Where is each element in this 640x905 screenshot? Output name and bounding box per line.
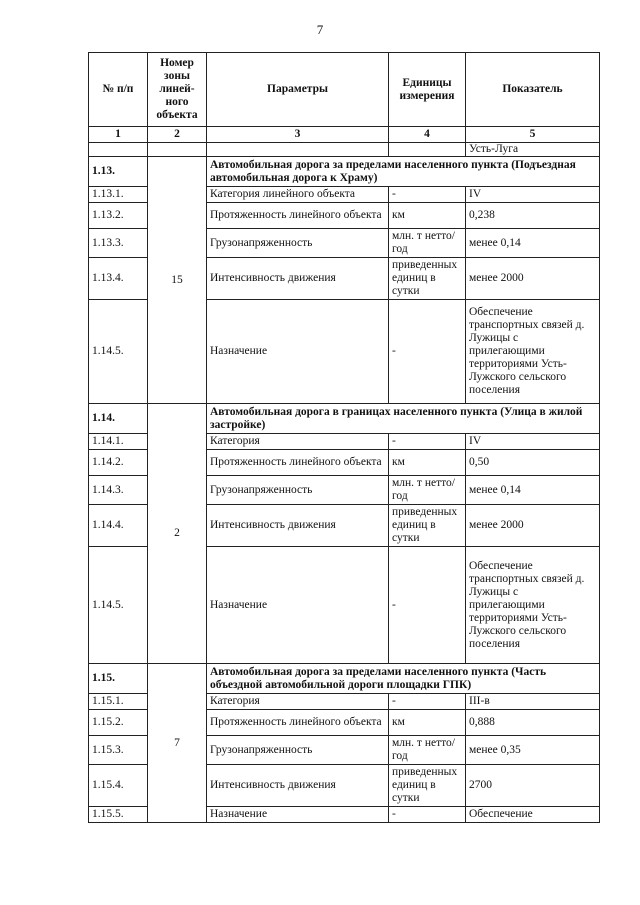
header-row [89,53,600,127]
section-code: 1.14. [89,404,148,434]
row-unit: - [389,694,466,710]
row-unit: млн. т нетто/год [389,736,466,765]
column-number: 1 [89,127,148,143]
row-unit: приведенных единиц в сутки [389,258,466,300]
row-parameter: Грузонапряженность [207,476,389,505]
row-parameter: Грузонапряженность [207,736,389,765]
section-header-row [89,404,600,434]
row-value: Обеспечение [466,807,600,823]
column-number: 3 [207,127,389,143]
row-number: 1.13.3. [89,229,148,258]
row-value: Обеспечение транспортных связей д. Лужицы с прилегающими территориями Усть-Лужского сельского поселения [466,300,600,404]
section-header-row [89,664,600,694]
row-value: менее 0,14 [466,476,600,505]
zone-number: 15 [148,157,207,404]
row-parameter: Интенсивность движения [207,258,389,300]
row-unit: млн. т нетто/год [389,229,466,258]
row-parameter: Категория [207,434,389,450]
page-number: 7 [316,22,324,37]
zone-number: 7 [148,664,207,823]
row-value: менее 0,35 [466,736,600,765]
row-unit: - [389,434,466,450]
row-number: 1.13.2. [89,203,148,229]
row-unit: приведенных единиц в сутки [389,765,466,807]
section-title: Автомобильная дорога в границах населенного пункта (Улица в жилой застройке) [207,404,600,434]
row-parameter: Протяженность линейного объекта [207,710,389,736]
row-number: 1.14.2. [89,450,148,476]
row-number: 1.15.5. [89,807,148,823]
row-parameter: Интенсивность движения [207,505,389,547]
row-number: 1.14.1. [89,434,148,450]
row-unit: км [389,710,466,736]
row-number: 1.15.2. [89,710,148,736]
row-value: III-в [466,694,600,710]
header-units: Единицы измерения [389,53,466,127]
row-number: 1.13.1. [89,187,148,203]
row-value: IV [466,434,600,450]
column-number: 2 [148,127,207,143]
row-unit: - [389,187,466,203]
header-value: Показатель [466,53,600,127]
row-parameter: Грузонапряженность [207,229,389,258]
row-number: 1.15.1. [89,694,148,710]
header-zone: Номер зоны линей-ного объекта [148,53,207,127]
row-value: 0,888 [466,710,600,736]
section-title: Автомобильная дорога за пределами населенного пункта (Подъездная автомобильная дорога к Храму) [207,157,600,187]
row-value: менее 2000 [466,505,600,547]
row-number: 1.14.5. [89,300,148,404]
row-number: 1.13.4. [89,258,148,300]
row-parameter: Интенсивность движения [207,765,389,807]
row-parameter: Назначение [207,807,389,823]
row-unit: - [389,300,466,404]
row-number: 1.15.3. [89,736,148,765]
section-header-row [89,157,600,187]
carry-over-text: Усть-Луга [466,143,600,157]
section-code: 1.13. [89,157,148,187]
header-parameters: Параметры [207,53,389,127]
row-number: 1.14.3. [89,476,148,505]
parameters-table [88,52,600,823]
row-number: 1.14.4. [89,505,148,547]
row-parameter: Категория линейного объекта [207,187,389,203]
row-value: 0,50 [466,450,600,476]
section-title: Автомобильная дорога за пределами населенного пункта (Часть объездной автомобильной дороги площадки ГПК) [207,664,600,694]
row-unit: км [389,203,466,229]
row-parameter: Протяженность линейного объекта [207,450,389,476]
header-number: № п/п [89,53,148,127]
carry-over-row [89,143,600,157]
row-number: 1.14.5. [89,547,148,664]
column-number: 5 [466,127,600,143]
row-value: IV [466,187,600,203]
row-unit: приведенных единиц в сутки [389,505,466,547]
row-parameter: Категория [207,694,389,710]
row-value: 0,238 [466,203,600,229]
row-value: 2700 [466,765,600,807]
section-code: 1.15. [89,664,148,694]
row-parameter: Назначение [207,300,389,404]
zone-number: 2 [148,404,207,664]
row-parameter: Протяженность линейного объекта [207,203,389,229]
column-number: 4 [389,127,466,143]
row-unit: км [389,450,466,476]
row-unit: - [389,807,466,823]
row-parameter: Назначение [207,547,389,664]
row-unit: - [389,547,466,664]
column-number-row [89,127,600,143]
row-value: менее 0,14 [466,229,600,258]
row-value: Обеспечение транспортных связей д. Лужицы с прилегающими территориями Усть-Лужского сельского поселения [466,547,600,664]
row-value: менее 2000 [466,258,600,300]
row-unit: млн. т нетто/год [389,476,466,505]
row-number: 1.15.4. [89,765,148,807]
